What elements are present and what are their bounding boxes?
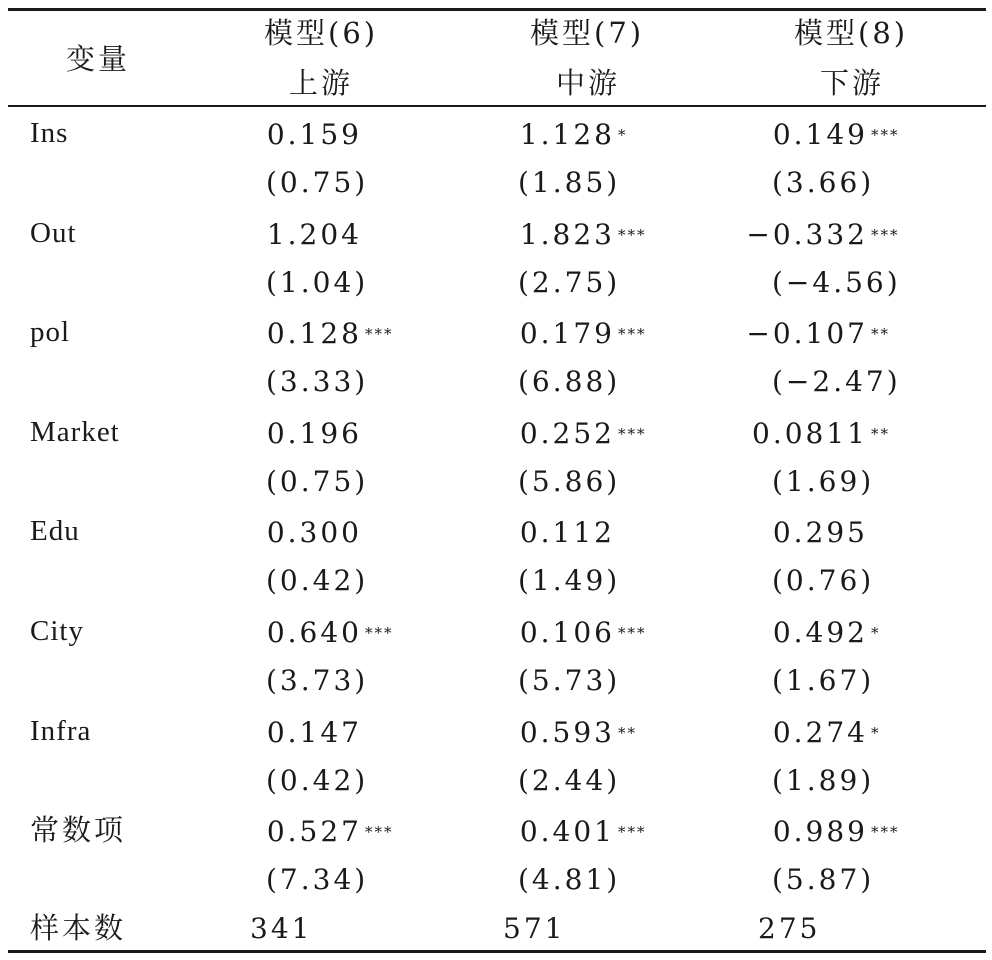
coefficient-value: 0.252 xyxy=(519,416,615,450)
coefficient-cell xyxy=(746,217,900,252)
coefficient-value: 0.300 xyxy=(266,516,362,550)
significance-stars: *** xyxy=(618,225,647,244)
significance-stars: *** xyxy=(365,624,394,642)
coefficient-value: 0.640 xyxy=(266,616,362,649)
coefficient-value: 0.401 xyxy=(519,815,615,849)
significance-stars: *** xyxy=(618,424,647,443)
t-statistic: (0.76) xyxy=(772,564,875,598)
t-statistic: (1.85) xyxy=(518,166,621,199)
row-label: Market xyxy=(30,415,120,448)
coefficient-cell xyxy=(752,416,890,451)
coefficient-value: −0.332 xyxy=(746,217,868,251)
coefficient-cell xyxy=(519,118,628,152)
coefficient-value: 0.147 xyxy=(266,715,362,749)
coefficient-cell xyxy=(267,218,362,252)
coefficient-value: 1.128 xyxy=(519,118,615,151)
coefficient-value: 0.196 xyxy=(266,416,362,450)
coefficient-cell xyxy=(772,715,881,750)
t-statistic: (5.87) xyxy=(772,863,875,897)
row-label: Edu xyxy=(30,515,80,548)
t-statistic: (0.42) xyxy=(266,763,369,797)
significance-stars: *** xyxy=(618,325,647,344)
coefficient-cell xyxy=(519,616,647,650)
significance-stars: * xyxy=(871,624,881,642)
coefficient-cell xyxy=(266,815,394,849)
coefficient-cell xyxy=(520,516,615,550)
coefficient-cell xyxy=(772,118,900,152)
t-statistic: (3.33) xyxy=(266,365,369,399)
significance-stars: ** xyxy=(871,424,890,443)
coefficient-cell xyxy=(267,118,362,152)
row-label: City xyxy=(30,615,84,647)
coefficient-cell xyxy=(519,317,647,351)
row-label: pol xyxy=(30,316,71,349)
coefficient-cell xyxy=(266,317,394,351)
coefficient-value: 1.204 xyxy=(266,217,362,251)
t-statistic: (0.75) xyxy=(266,166,369,199)
t-statistic: (1.49) xyxy=(518,564,621,598)
coefficient-cell xyxy=(519,715,637,750)
coefficient-value: 0.593 xyxy=(519,715,615,749)
coefficient-cell xyxy=(773,516,868,550)
coefficient-cell xyxy=(519,217,647,252)
coefficient-value: 0.527 xyxy=(266,815,362,849)
significance-stars: * xyxy=(871,723,881,742)
sample-size-label: 样本数 xyxy=(30,911,127,945)
t-statistic: (7.34) xyxy=(266,863,369,897)
header-model-6-segment: 上游 xyxy=(289,66,354,100)
significance-stars: *** xyxy=(871,823,900,842)
row-label: Infra xyxy=(30,714,92,747)
header-model-8-segment: 下游 xyxy=(820,66,885,100)
header-model-8-name: 模型(8) xyxy=(794,16,909,50)
coefficient-value: 0.492 xyxy=(772,616,868,649)
coefficient-value: 0.106 xyxy=(519,616,615,649)
coefficient-cell xyxy=(772,815,900,849)
coefficient-cell xyxy=(267,516,362,550)
t-statistic: (3.73) xyxy=(266,664,369,697)
coefficient-value: 1.823 xyxy=(519,217,615,251)
significance-stars: *** xyxy=(871,225,900,244)
t-statistic: (0.42) xyxy=(266,564,369,598)
coefficient-value: 0.274 xyxy=(772,715,868,749)
t-statistic: (1.89) xyxy=(772,763,875,797)
row-label: Ins xyxy=(30,117,69,149)
coefficient-value: 0.0811 xyxy=(752,416,868,450)
coefficient-cell xyxy=(519,416,647,451)
significance-stars: *** xyxy=(365,823,394,842)
sample-size-model-7: 571 xyxy=(503,912,566,945)
t-statistic: (1.69) xyxy=(772,464,875,498)
significance-stars: *** xyxy=(618,823,647,842)
significance-stars: ** xyxy=(618,723,637,742)
sample-size-model-6: 341 xyxy=(250,912,313,945)
significance-stars: *** xyxy=(365,325,394,344)
coefficient-value: 0.149 xyxy=(772,118,868,151)
table-header-rule xyxy=(8,105,986,107)
significance-stars: ** xyxy=(871,325,890,344)
coefficient-value: −0.107 xyxy=(746,317,868,351)
significance-stars: * xyxy=(618,126,628,144)
header-model-6-name: 模型(6) xyxy=(264,16,379,50)
t-statistic: (−4.56) xyxy=(772,265,901,299)
t-statistic: (2.75) xyxy=(518,265,621,299)
coefficient-value: 0.295 xyxy=(772,516,868,550)
table-bottom-rule xyxy=(8,950,986,953)
t-statistic: (0.75) xyxy=(266,464,369,498)
coefficient-value: 0.159 xyxy=(266,118,362,151)
coefficient-value: 0.112 xyxy=(519,516,615,550)
t-statistic: (1.67) xyxy=(772,664,875,697)
row-label: Out xyxy=(30,216,77,249)
coefficient-cell xyxy=(772,616,881,650)
t-statistic: (2.44) xyxy=(518,763,621,797)
significance-stars: *** xyxy=(618,624,647,642)
coefficient-cell xyxy=(267,716,362,750)
coefficient-cell xyxy=(519,815,647,849)
t-statistic: (6.88) xyxy=(518,365,621,399)
header-model-7-name: 模型(7) xyxy=(530,16,645,50)
significance-stars: *** xyxy=(871,126,900,144)
t-statistic: (4.81) xyxy=(518,863,621,897)
t-statistic: (3.66) xyxy=(772,166,875,199)
row-label: 常数项 xyxy=(30,813,127,848)
coefficient-cell xyxy=(266,616,394,650)
coefficient-value: 0.989 xyxy=(772,815,868,849)
coefficient-cell xyxy=(746,317,890,351)
t-statistic: (5.73) xyxy=(518,664,621,697)
table-top-rule xyxy=(8,8,986,11)
header-variable: 变量 xyxy=(66,42,131,76)
t-statistic: (−2.47) xyxy=(772,365,901,399)
sample-size-model-8: 275 xyxy=(758,912,821,945)
header-model-7-segment: 中游 xyxy=(556,66,621,100)
coefficient-value: 0.179 xyxy=(519,317,615,351)
coefficient-cell xyxy=(267,417,362,451)
t-statistic: (5.86) xyxy=(518,464,621,498)
t-statistic: (1.04) xyxy=(266,265,369,299)
coefficient-value: 0.128 xyxy=(266,317,362,351)
